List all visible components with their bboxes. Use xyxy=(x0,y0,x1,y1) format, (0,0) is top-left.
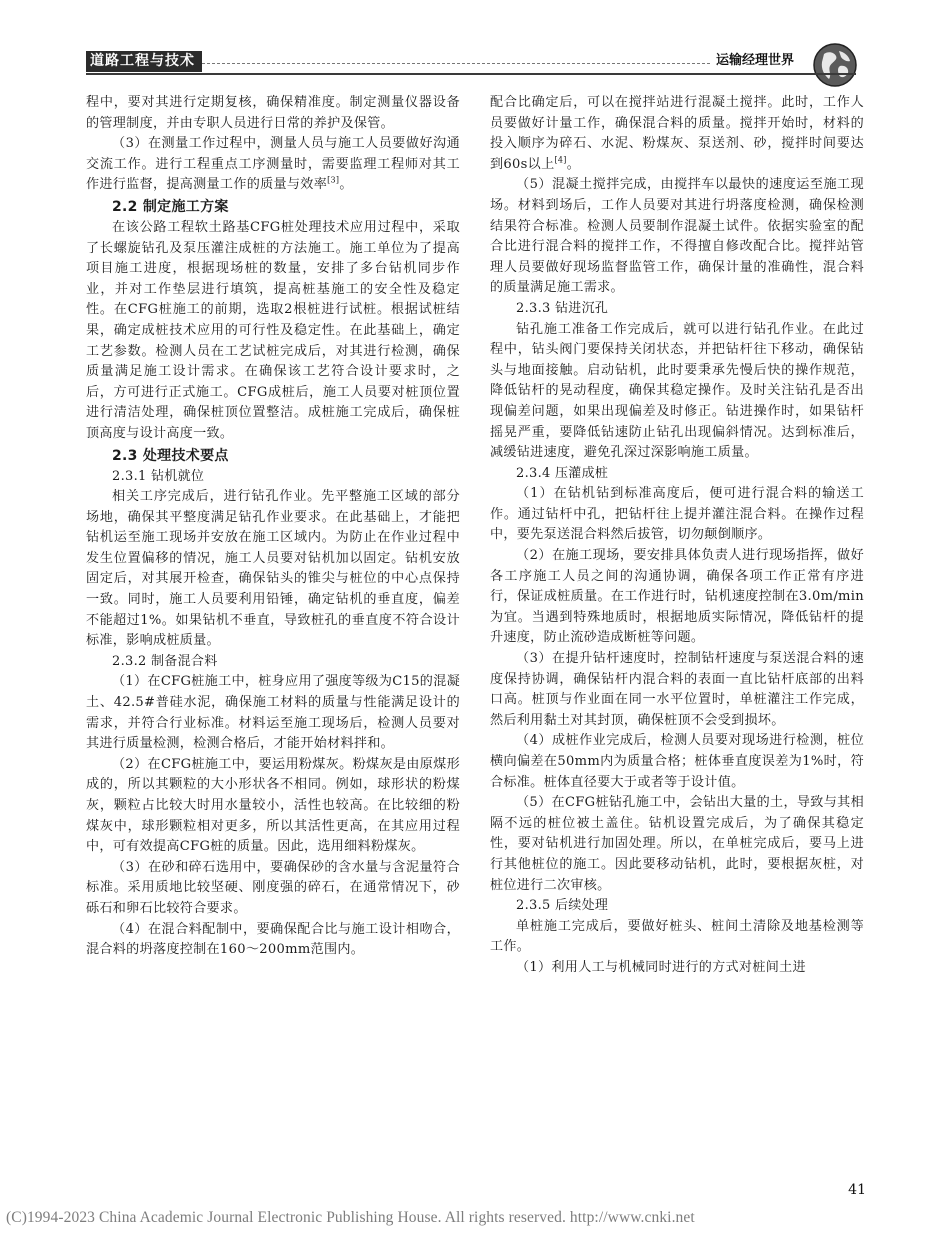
subsection-heading-2-3-1: 2.3.1 钻机就位 xyxy=(112,468,205,484)
header-rule xyxy=(86,73,856,75)
paragraph: 配合比确定后，可以在搅拌站进行混凝土搅拌。此时，工作人员要做好计量工作，确保混合料的质量。搅拌开始时，材料的投入顺序为碎石、水泥、粉煤灰、泵送剂、砂，搅拌时间要达到60s以上[4]。 xyxy=(490,95,864,172)
paragraph: （5）在CFG桩钻孔施工中，会钻出大量的土，导致与其相隔不远的桩位被土盖住。钻机设置完成后，为了确保其稳定性，要对钻机进行加固处理。所以，在单桩完成后，要马上进行其他桩位的施工。因此要移动钻机，此时，要根据灰桩，对桩位进行二次审核。 xyxy=(490,795,864,893)
paragraph: （1）利用人工与机械同时进行的方式对桩间土进 xyxy=(516,959,806,975)
paragraph: （1）在CFG桩施工中，桩身应用了强度等级为C15的混凝土、42.5#普硅水泥，确保施工材料的质量与性能满足设计的需求，并符合行业标准。材料运至施工现场后，检测人员要对其进行质量检测，检测合格后，才能开始材料拌和。 xyxy=(86,674,460,752)
paragraph: （5）混凝土搅拌完成，由搅拌车以最快的速度运至施工现场。材料到场后，工作人员要对其进行坍落度检测，确保检测结果符合标准。检测人员要制作混凝土试件。依据实验室的配合比进行混合料的搅拌工作，不得擅自修改配合比。搅拌站管理人员要做好现场监督监管工作，确保计量的准确性，混合料的质量满足施工需求。 xyxy=(490,177,864,296)
paragraph: （3）在提升钻杆速度时，控制钻杆速度与泵送混合料的速度保持协调，确保钻杆内混合料的表面一直比钻杆底部的出料口高。桩顶与作业面在同一水平位置时，单桩灌注工作完成，然后利用黏土对其封顶，确保桩顶不会受到损坏。 xyxy=(490,651,864,728)
copyright-footer: (C)1994-2023 China Academic Journal Electronic Publishing House. All rights reserved. http://www.cnki.net xyxy=(6,1209,695,1226)
section-heading-2-2: 2.2 制定施工方案 xyxy=(112,198,229,215)
paragraph: 在该公路工程软土路基CFG桩处理技术应用过程中，采取了长螺旋钻孔及泵压灌注成桩的方法施工。施工单位为了提高项目施工进度，根据现场桩的数量，安排了多台钻机同步作业，并对工作垫层进行填筑，提高桩基施工的安全性及稳定性。在CFG桩施工的前期，选取2根桩进行试桩。根据试桩结果，确定成桩技术应用的可行性及稳定性。在此基础上，确定工艺参数。检测人员在工艺试桩完成后，对其进行检测，确保质量满足施工设计需求。在确保该工艺符合设计要求时，之后，方可进行正式施工。CFG成桩后，施工人员要对桩顶位置进行清洁处理，确保桩顶位置整洁。成桩施工完成后，确保桩顶高度与设计高度一致。 xyxy=(86,219,460,441)
paragraph: （4）成桩作业完成后，检测人员要对现场进行检测，桩位横向偏差在50mm内为质量合格；桩体垂直度误差为1%时，符合标准。桩体直径要大于或者等于设计值。 xyxy=(490,733,864,790)
page-header xyxy=(0,0,950,90)
subsection-heading-2-3-2: 2.3.2 制备混合料 xyxy=(112,653,218,669)
paragraph: （2）在施工现场，要安排具体负责人进行现场指挥，做好各工序施工人员之间的沟通协调，确保各项工作正常有序进行，保证成桩质量。在工作进行时，钻机速度控制在3.0m/min为宜。当遇到特殊地质时，根据地质实际情况，降低钻杆的提升速度，防止流砂造成断桩等问题。 xyxy=(490,548,864,646)
paragraph: （3）在测量工作过程中，测量人员与施工人员要做好沟通交流工作。进行工程重点工序测量时，需要监理工程师对其工作进行监督，提高测量工作的质量与效率[3]。 xyxy=(86,136,460,193)
paragraph: 相关工序完成后，进行钻孔作业。先平整施工区域的部分场地，确保其平整度满足钻孔作业要求。在此基础上，才能把钻机运至施工现场并安放在施工区域内。为防止在作业过程中发生位置偏移的情况，施工人员要对钻机加以固定。钻机安放固定后，对其展开检查，确保钻头的锥尖与桩位的中心点保持一致。同时，施工人员要利用铅锤，确定钻机的垂直度，偏差不能超过1%。如果钻机不垂直，导致桩孔的垂直度不符合设计标准，影响成桩质量。 xyxy=(86,489,460,649)
section-heading-2-3: 2.3 处理技术要点 xyxy=(112,447,229,464)
citation-ref: [4] xyxy=(554,155,567,165)
page-number: 41 xyxy=(848,1182,866,1198)
right-column xyxy=(490,93,864,979)
paragraph: （1）在钻机钻到标准高度后，便可进行混合料的输送工作。通过钻杆中孔，把钻杆往上提并灌注混合料。在操作过程中，要先泵送混合料然后拔管，切勿颠倒顺序。 xyxy=(490,486,864,543)
paragraph: 程中，要对其进行定期复核，确保精准度。制定测量仪器设备的管理制度，并由专职人员进行日常的养护及保管。 xyxy=(86,95,460,131)
paragraph: 单桩施工完成后，要做好桩头、桩间土清除及地基检测等工作。 xyxy=(490,918,864,955)
subsection-heading-2-3-5: 2.3.5 后续处理 xyxy=(516,898,609,914)
left-column xyxy=(86,93,460,961)
header-dashed-rule xyxy=(202,63,710,64)
journal-section-title: 道路工程与技术 xyxy=(86,51,202,72)
paragraph: （3）在砂和碎石选用中，要确保砂的含水量与含泥量符合标准。采用质地比较坚硬、刚度强的碎石，在通常情况下，砂砾石和卵石比较符合要求。 xyxy=(86,859,460,916)
paragraph: （2）在CFG桩施工中，要运用粉煤灰。粉煤灰是由原煤形成的，所以其颗粒的大小形状各不相同。例如，球形状的粉煤灰，颗粒占比较大时用水量较小，活性也较高。在比较细的粉煤灰中，球形颗粒相对更多，所以其活性更高，在其应用过程中，可有效提高CFG桩的质量。因此，选用细料粉煤灰。 xyxy=(86,756,460,855)
paragraph: （4）在混合料配制中，要确保配合比与施工设计相吻合，混合料的坍落度控制在160～200mm范围内。 xyxy=(86,921,460,958)
journal-name: 运输经理世界 xyxy=(716,53,795,68)
subsection-heading-2-3-4: 2.3.4 压灌成桩 xyxy=(516,465,609,481)
subsection-heading-2-3-3: 2.3.3 钻进沉孔 xyxy=(516,300,609,316)
paragraph: 钻孔施工准备工作完成后，就可以进行钻孔作业。在此过程中，钻头阀门要保持关闭状态，并把钻杆往下移动，确保钻头与地面接触。启动钻机，此时要秉承先慢后快的操作规范，降低钻杆的晃动程度，确保其稳定操作。及时关注钻孔是否出现偏差问题，如果出现偏差及时修正。钻进操作时，如果钻杆摇晃严重，要降低钻速防止钻孔出现偏斜情况。达到标准后，减缓钻进速度，避免孔深过深影响施工质量。 xyxy=(490,321,864,461)
citation-ref: [3] xyxy=(327,176,340,186)
globe-logo-icon xyxy=(812,42,858,88)
